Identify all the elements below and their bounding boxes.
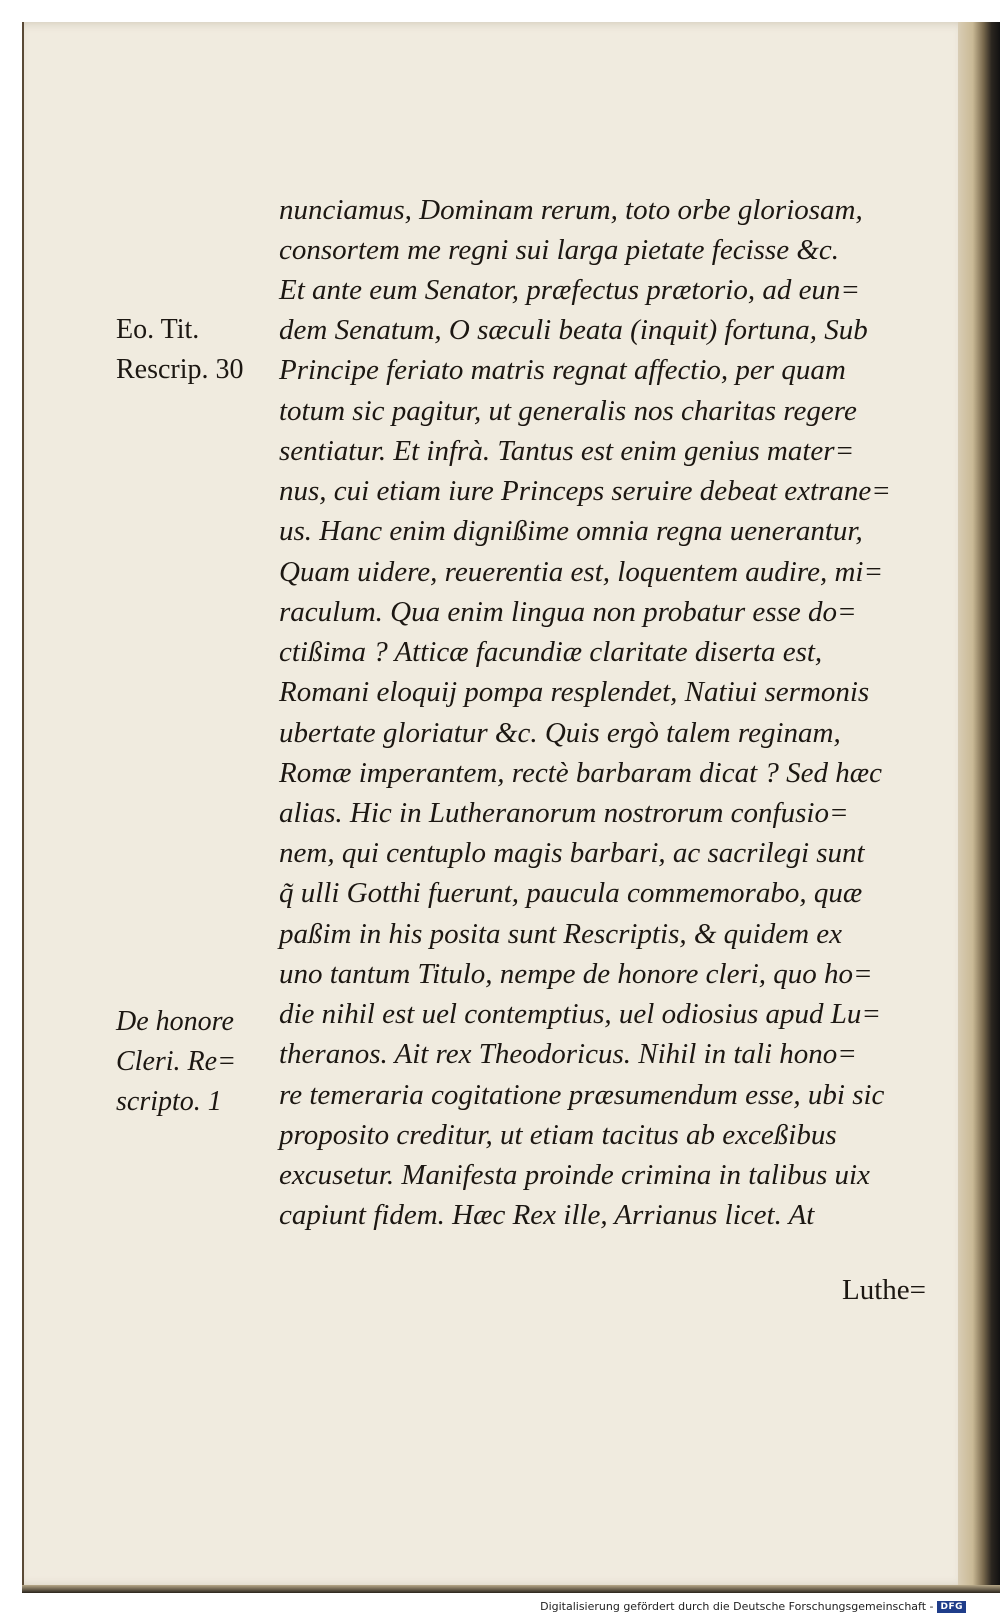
text-line: raculum. Qua enim lingua non probatur esse do= — [279, 596, 857, 628]
text-line: us. Hanc enim dignißime omnia regna uenerantur, — [279, 515, 863, 547]
text-line: Quam uidere, reuerentia est, loquentem audire, mi= — [279, 556, 884, 588]
text-line: uno tantum Titulo, nempe de honore cleri, quo ho= — [279, 958, 873, 990]
text-line: Romæ imperantem, rectè barbaram dicat ? Sed hæc — [279, 757, 882, 789]
text-line: excusetur. Manifesta proinde crimina in talibus uix — [279, 1159, 870, 1191]
text-line: Et ante eum Senator, præfectus prætorio, ad eun= — [279, 274, 861, 306]
page-edge — [958, 22, 1000, 1587]
credit-text: Digitalisierung gefördert durch die Deutsche Forschungsgemeinschaft - — [540, 1600, 934, 1613]
text-line: nus, cui etiam iure Princeps seruire debeat extrane= — [279, 475, 891, 507]
text-line: sentiatur. Et infrà. Tantus est enim genius mater= — [279, 435, 855, 467]
margin-note: De honore — [116, 1006, 234, 1037]
catchword: Luthe= — [842, 1274, 926, 1306]
text-line: Principe feriato matris regnat affectio, per quam — [279, 354, 846, 386]
text-line: totum sic pagitur, ut generalis nos charitas regere — [279, 395, 857, 427]
text-line: ctißima ? Atticæ facundiæ claritate diserta est, — [279, 636, 823, 668]
digitization-credit — [540, 1600, 966, 1613]
margin-note: Eo. Tit. — [116, 314, 200, 345]
text-line: re temeraria cogitatione præsumendum esse, ubi sic — [279, 1079, 885, 1111]
text-line: alias. Hic in Lutheranorum nostrorum confusio= — [279, 797, 849, 829]
text-line: Romani eloquij pompa resplendet, Natiui sermonis — [279, 676, 870, 708]
text-line: proposito creditur, ut etiam tacitus ab exceßibus — [279, 1119, 837, 1151]
text-line: die nihil est uel contemptius, uel odiosius apud Lu= — [279, 998, 881, 1030]
text-line: nunciamus, Dominam rerum, toto orbe gloriosam, — [279, 194, 863, 226]
margin-note: scripto. 1 — [116, 1086, 222, 1117]
text-line: nem, qui centuplo magis barbari, ac sacrilegi sunt — [279, 837, 865, 869]
text-line: paßim in his posita sunt Rescriptis, & quidem ex — [279, 918, 843, 950]
text-line: consortem me regni sui larga pietate fecisse &c. — [279, 234, 840, 266]
text-line: dem Senatum, O sæculi beata (inquit) fortuna, Sub — [279, 314, 868, 346]
text-line: theranos. Ait rex Theodoricus. Nihil in tali hono= — [279, 1038, 857, 1070]
text-line: q̃ ulli Gotthi fuerunt, paucula commemorabo, quæ — [279, 877, 863, 909]
margin-note: Rescrip. 30 — [116, 354, 244, 385]
text-line: ubertate gloriatur &c. Quis ergò talem reginam, — [279, 717, 841, 749]
dfg-logo-icon: DFG — [937, 1601, 966, 1613]
margin-note: Cleri. Re= — [116, 1046, 236, 1077]
text-line: capiunt fidem. Hæc Rex ille, Arrianus licet. At — [279, 1199, 815, 1231]
page-bottom-edge — [22, 1585, 1000, 1593]
